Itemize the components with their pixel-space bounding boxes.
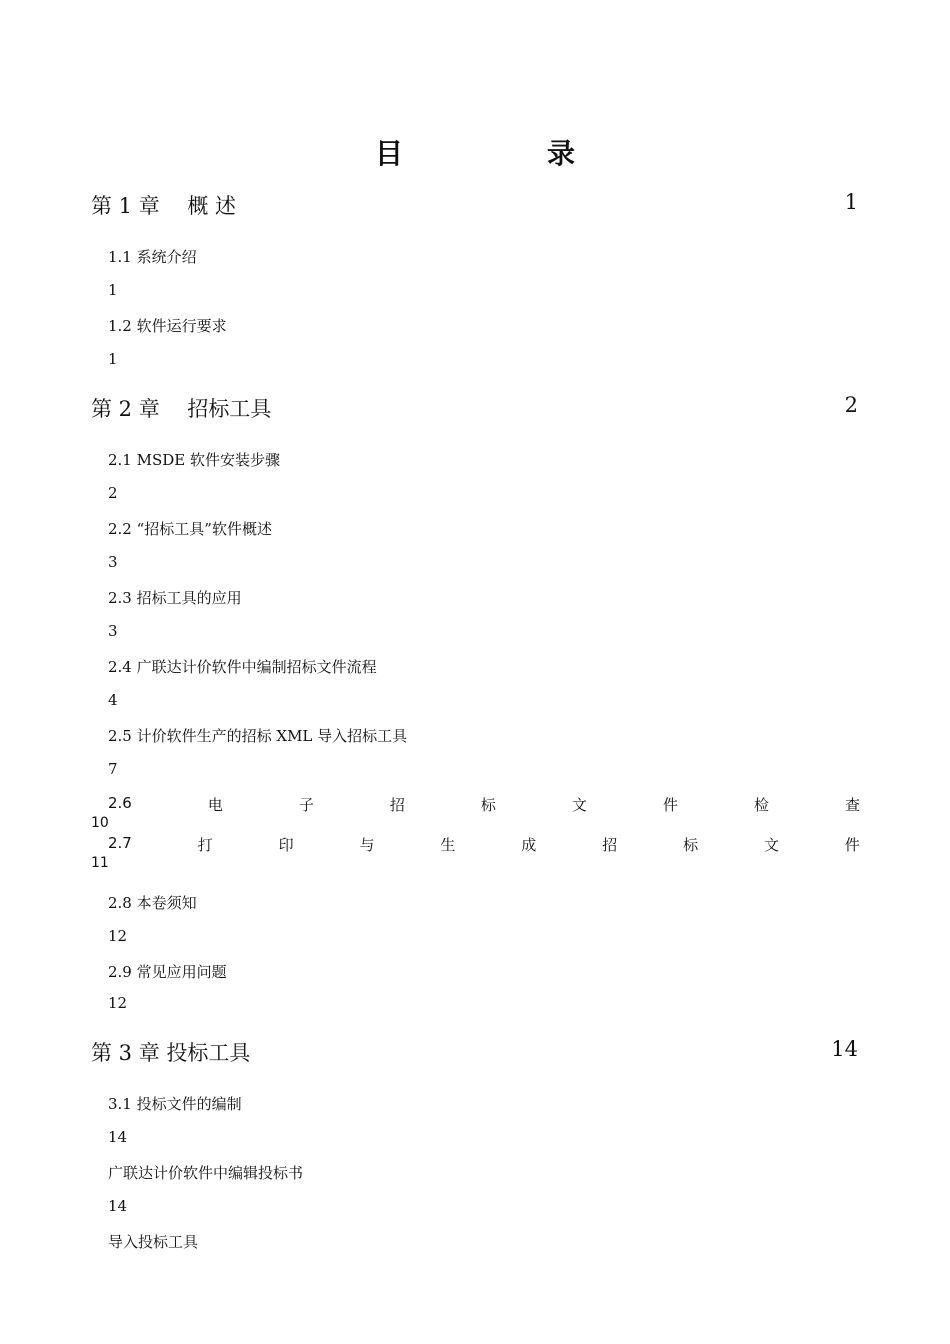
section-2-5-page: 7 xyxy=(108,760,118,778)
section-2-4-page: 4 xyxy=(108,691,118,709)
toc-title: 目 录 xyxy=(374,137,633,170)
section-2-6-char: 件 xyxy=(662,796,678,814)
section-1-2-title: 1.2 软件运行要求 xyxy=(108,317,227,335)
section-2-8-title: 2.8 本卷须知 xyxy=(108,894,197,912)
chapter-3-page: 14 xyxy=(831,1037,858,1061)
section-2-7-char: 印 xyxy=(278,836,294,854)
section-2-6-char: 子 xyxy=(298,796,314,814)
section-2-6-char: 招 xyxy=(389,796,405,814)
section-2-9-title: 2.9 常见应用问题 xyxy=(108,963,227,981)
section-2-6-char: 电 xyxy=(207,796,223,814)
section-3-1-title: 3.1 投标文件的编制 xyxy=(108,1095,242,1113)
section-3-1-page: 14 xyxy=(108,1128,128,1146)
section-1-2-page: 1 xyxy=(108,350,118,368)
section-3-2-page: 14 xyxy=(108,1197,128,1215)
section-2-8-page: 12 xyxy=(108,927,128,945)
section-2-6-title xyxy=(108,794,860,815)
section-2-7-char: 招 xyxy=(602,836,618,854)
section-2-7-char: 成 xyxy=(521,836,537,854)
section-2-2-title: 2.2 “招标工具”软件概述 xyxy=(108,520,272,538)
chapter-2-title: 第 2 章 招标工具 xyxy=(91,397,272,421)
chapter-3-title: 第 3 章 投标工具 xyxy=(91,1041,251,1065)
section-2-9-page: 12 xyxy=(108,994,128,1012)
section-2-6-char: 2.6 xyxy=(108,794,132,812)
section-2-7-char: 文 xyxy=(763,836,779,854)
section-2-6-char: 检 xyxy=(753,796,769,814)
section-2-7-char: 件 xyxy=(844,836,860,854)
section-2-7-char: 与 xyxy=(359,836,375,854)
section-2-1-title: 2.1 MSDE 软件安装步骤 xyxy=(108,451,281,469)
section-1-1-page: 1 xyxy=(108,281,118,299)
section-3-3-title: 导入投标工具 xyxy=(108,1233,199,1251)
section-2-6-char: 标 xyxy=(480,796,496,814)
section-2-3-title: 2.3 招标工具的应用 xyxy=(108,589,242,607)
chapter-2-page: 2 xyxy=(844,393,858,417)
section-2-2-page: 3 xyxy=(108,553,118,571)
section-2-5-title: 2.5 计价软件生产的招标 XML 导入招标工具 xyxy=(108,727,408,745)
section-2-6-page: 10 xyxy=(91,815,109,831)
section-2-7-char: 标 xyxy=(683,836,699,854)
section-2-7-char: 生 xyxy=(440,836,456,854)
section-2-7-title xyxy=(108,834,860,855)
section-2-7-char: 打 xyxy=(197,836,213,854)
section-2-6-char: 文 xyxy=(571,796,587,814)
section-2-6-char: 查 xyxy=(844,796,860,814)
chapter-1-title: 第 1 章 概 述 xyxy=(91,194,237,218)
section-2-3-page: 3 xyxy=(108,622,118,640)
section-2-7-char: 2.7 xyxy=(108,834,132,852)
chapter-1-page: 1 xyxy=(844,190,858,214)
section-2-4-title: 2.4 广联达计价软件中编制招标文件流程 xyxy=(108,658,377,676)
section-2-1-page: 2 xyxy=(108,484,118,502)
section-3-2-title: 广联达计价软件中编辑投标书 xyxy=(108,1164,304,1182)
section-2-7-page: 11 xyxy=(91,855,109,871)
section-1-1-title: 1.1 系统介绍 xyxy=(108,248,197,266)
